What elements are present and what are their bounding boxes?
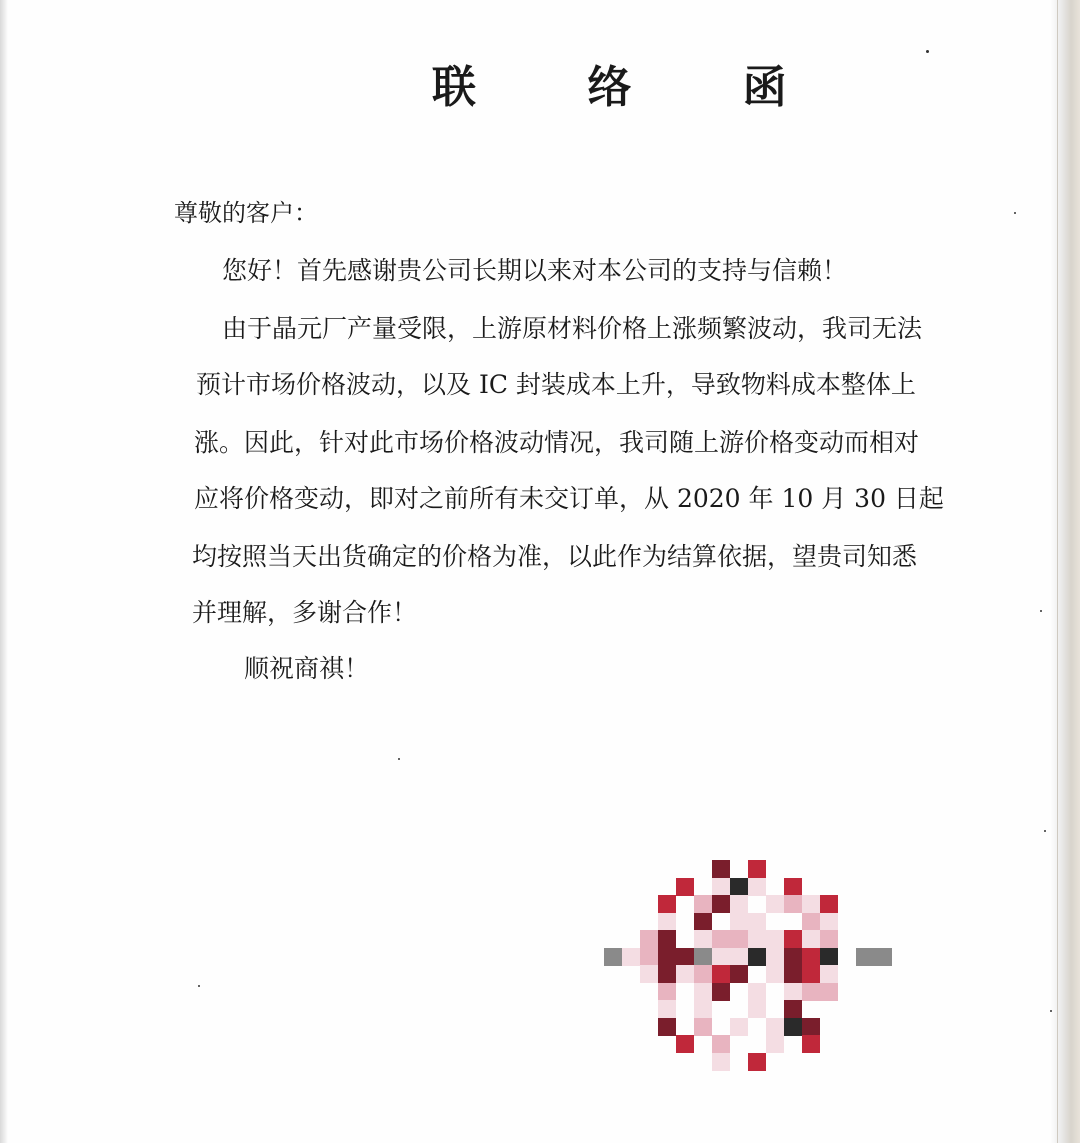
seal-mosaic-block — [694, 930, 712, 948]
seal-mosaic-block — [874, 948, 892, 966]
seal-mosaic-block — [820, 948, 838, 966]
seal-mosaic-block — [748, 878, 766, 896]
seal-mosaic-block — [766, 1035, 784, 1053]
seal-mosaic-block — [730, 895, 748, 913]
seal-mosaic-block — [748, 1000, 766, 1018]
seal-mosaic-block — [820, 983, 838, 1001]
seal-mosaic-block — [802, 930, 820, 948]
seal-mosaic-block — [694, 913, 712, 931]
seal-mosaic-block — [784, 965, 802, 983]
letter-body-line: 由于晶元厂产量受限，上游原材料价格上涨频繁波动，我司无法 — [222, 314, 923, 343]
seal-mosaic-block — [694, 983, 712, 1001]
seal-mosaic-block — [784, 1000, 802, 1018]
seal-mosaic-block — [676, 948, 694, 966]
seal-mosaic-block — [784, 878, 802, 896]
seal-mosaic-block — [712, 983, 730, 1001]
seal-mosaic-block — [622, 948, 640, 966]
seal-mosaic-block — [730, 1018, 748, 1036]
seal-mosaic-block — [694, 1000, 712, 1018]
seal-mosaic-block — [784, 1018, 802, 1036]
seal-mosaic-block — [748, 1053, 766, 1071]
seal-mosaic-block — [730, 965, 748, 983]
letter-closing: 顺祝商祺！ — [244, 654, 370, 683]
seal-mosaic-block — [802, 895, 820, 913]
seal-mosaic-block — [658, 948, 676, 966]
seal-mosaic-block — [730, 913, 748, 931]
seal-mosaic-block — [802, 948, 820, 966]
letter-body-line: 并理解，多谢合作！ — [192, 598, 418, 627]
paper-speck — [398, 758, 400, 760]
seal-mosaic-block — [640, 965, 658, 983]
paper-speck — [1044, 830, 1046, 832]
seal-mosaic-block — [676, 965, 694, 983]
paper-edge-line — [1057, 0, 1058, 1143]
seal-mosaic-block — [676, 1035, 694, 1053]
paper-speck — [1050, 1010, 1052, 1012]
seal-mosaic-block — [820, 895, 838, 913]
seal-mosaic-block — [802, 1035, 820, 1053]
seal-mosaic-block — [694, 965, 712, 983]
seal-mosaic-block — [658, 895, 676, 913]
seal-mosaic-block — [712, 1053, 730, 1071]
seal-mosaic-block — [748, 948, 766, 966]
paper-speck — [1014, 212, 1016, 214]
seal-mosaic-block — [766, 1018, 784, 1036]
seal-mosaic-block — [784, 983, 802, 1001]
seal-mosaic-block — [766, 930, 784, 948]
seal-mosaic-block — [658, 965, 676, 983]
paper-right-edge-shadow — [1050, 0, 1080, 1143]
seal-mosaic-block — [694, 1018, 712, 1036]
seal-mosaic-block — [604, 948, 622, 966]
seal-mosaic-block — [730, 878, 748, 896]
seal-mosaic-block — [748, 913, 766, 931]
paper-speck — [926, 50, 929, 53]
seal-mosaic-block — [748, 983, 766, 1001]
seal-mosaic-block — [820, 913, 838, 931]
seal-mosaic-block — [658, 913, 676, 931]
letter-body-line: 您好！首先感谢贵公司长期以来对本公司的支持与信赖！ — [222, 256, 848, 285]
letter-salutation: 尊敬的客户： — [174, 199, 318, 227]
letter-body-line: 涨。因此，针对此市场价格波动情况，我司随上游价格变动而相对 — [194, 428, 920, 457]
letter-body-line: 应将价格变动，即对之前所有未交订单，从 2020 年 10 月 30 日起 — [194, 484, 944, 513]
seal-mosaic-block — [730, 948, 748, 966]
seal-mosaic-block — [784, 948, 802, 966]
seal-mosaic-block — [712, 895, 730, 913]
company-seal-pixelated — [604, 860, 910, 1070]
paper-left-edge-shadow — [0, 0, 8, 1143]
seal-mosaic-block — [730, 930, 748, 948]
seal-mosaic-block — [640, 930, 658, 948]
seal-mosaic-block — [766, 895, 784, 913]
seal-mosaic-block — [820, 930, 838, 948]
seal-mosaic-block — [748, 930, 766, 948]
seal-mosaic-block — [658, 1018, 676, 1036]
seal-mosaic-block — [748, 860, 766, 878]
seal-mosaic-block — [694, 895, 712, 913]
seal-mosaic-block — [712, 878, 730, 896]
seal-mosaic-block — [658, 930, 676, 948]
seal-mosaic-block — [712, 930, 730, 948]
seal-mosaic-block — [784, 895, 802, 913]
letter-body-line: 均按照当天出货确定的价格为准，以此作为结算依据，望贵司知悉 — [192, 542, 918, 571]
seal-mosaic-block — [856, 948, 874, 966]
seal-mosaic-block — [658, 1000, 676, 1018]
seal-mosaic-block — [802, 983, 820, 1001]
paper-speck — [198, 985, 200, 987]
seal-mosaic-block — [820, 965, 838, 983]
letter-body-line: 预计市场价格波动，以及 IC 封装成本上升，导致物料成本整体上 — [196, 370, 916, 399]
seal-mosaic-block — [802, 913, 820, 931]
seal-mosaic-block — [766, 965, 784, 983]
paper-speck — [1040, 610, 1042, 612]
letter-title: 联 络 函 — [432, 62, 835, 113]
seal-mosaic-block — [784, 930, 802, 948]
seal-mosaic-block — [640, 948, 658, 966]
seal-mosaic-block — [766, 948, 784, 966]
seal-mosaic-block — [802, 965, 820, 983]
seal-mosaic-block — [712, 965, 730, 983]
seal-mosaic-block — [712, 948, 730, 966]
seal-mosaic-block — [658, 983, 676, 1001]
seal-mosaic-block — [694, 948, 712, 966]
seal-mosaic-block — [676, 878, 694, 896]
seal-mosaic-block — [802, 1018, 820, 1036]
seal-mosaic-block — [712, 860, 730, 878]
seal-mosaic-block — [712, 1035, 730, 1053]
